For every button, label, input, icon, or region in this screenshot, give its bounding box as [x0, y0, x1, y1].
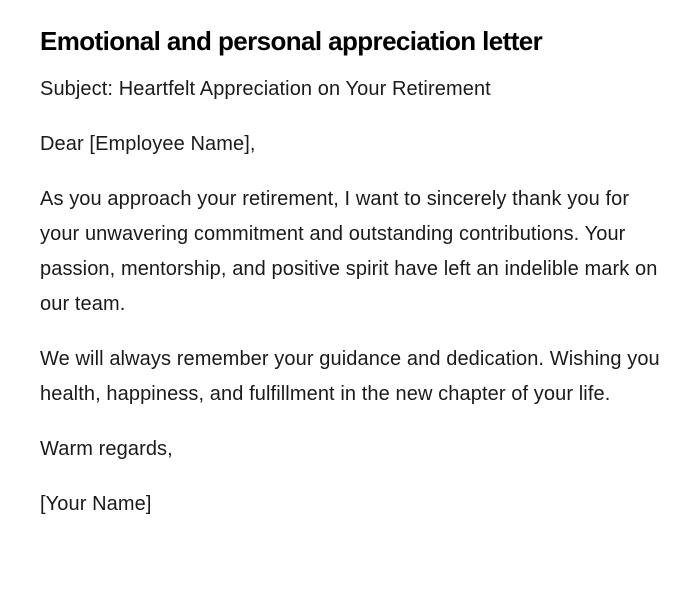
- body-paragraph: As you approach your retirement, I want to sincerely thank you for your unwavering commitment and outstanding contributions. Your passion, mentorship, and positive spirit have left an indelible mark on our team.: [40, 188, 658, 315]
- body-paragraph: We will always remember your guidance and dedication. Wishing you health, happiness, and fulfillment in the new chapter of your life.: [40, 348, 660, 405]
- signature-placeholder: [Your Name]: [40, 493, 152, 515]
- salutation: Dear [Employee Name],: [40, 133, 256, 155]
- subject-line: Subject: Heartfelt Appreciation on Your Retirement: [40, 78, 491, 100]
- closing-line: Warm regards,: [40, 438, 173, 460]
- letter-title: Emotional and personal appreciation letter: [40, 26, 543, 56]
